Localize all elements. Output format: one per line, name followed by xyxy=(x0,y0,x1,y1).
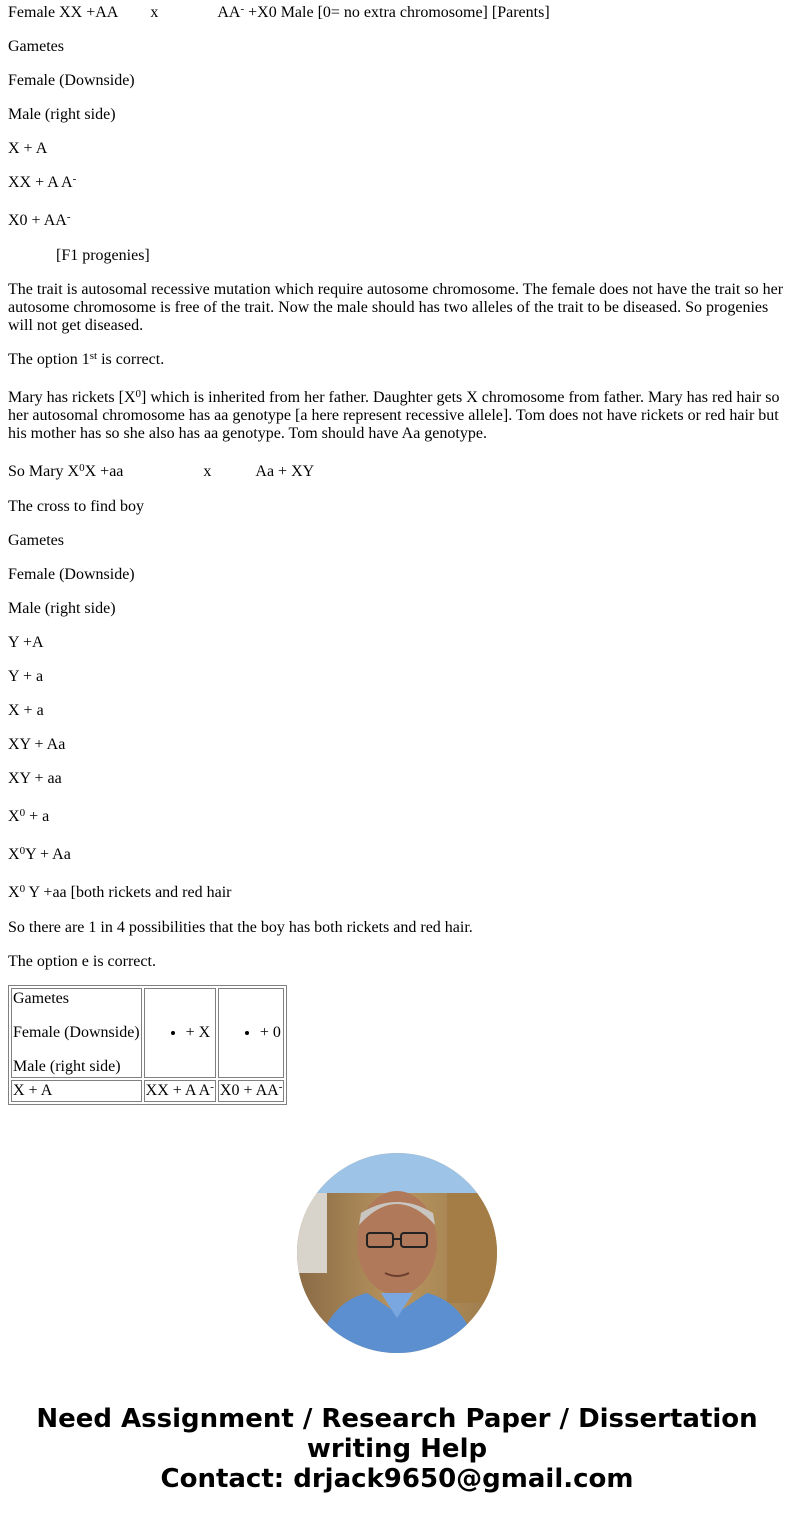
female-downside-label: Female (Downside) xyxy=(8,72,135,89)
parents-line: Female XX +AA x AA- +X0 Male [0= no extra chromosome] [Parents] xyxy=(8,3,550,21)
table-row xyxy=(11,988,284,1078)
table-cell-x0aa: X0 + AA- xyxy=(218,1080,284,1102)
conclusion-statement: So there are 1 in 4 possibilities that the boy has both rickets and red hair. xyxy=(8,919,473,936)
progeny-xyaa-big: XY + Aa xyxy=(8,736,66,753)
progeny-x0yaa-both: $X^0$ Y +aa [both rickets and red hair xyxy=(8,883,232,901)
table-row-label: X + A xyxy=(11,1080,142,1102)
female-downside-label-2: Female (Downside) xyxy=(8,566,135,583)
male-right-label: Male (right side) xyxy=(8,106,116,123)
male-right-label-2: Male (right side) xyxy=(8,600,116,617)
progeny-x0aa: X0 + AA- xyxy=(8,211,71,229)
option-e-statement: The option e is correct. xyxy=(8,953,156,970)
option-1-statement: The option 1st is correct. xyxy=(8,350,165,368)
gamete-xa: X + A xyxy=(8,140,48,157)
footer-banner xyxy=(0,1404,794,1494)
table-col-0: • + 0 xyxy=(218,988,284,1078)
table-col-x: • + X xyxy=(144,988,216,1078)
punnett-table xyxy=(8,985,287,1105)
person-photo-icon xyxy=(297,1153,497,1353)
table-header-cell: Gametes Female (Downside) Male (right side) xyxy=(11,988,142,1078)
progeny-xyaa-small: XY + aa xyxy=(8,770,62,787)
gamete-ya-small: Y + a xyxy=(8,668,44,685)
gamete-ya-big: Y +A xyxy=(8,634,44,651)
explanation-paragraph-1: The trait is autosomal recessive mutation which require autosome chromosome. The female does not have the trait so her autosome chromosome is free of the trait. Now the male should has two alleles of the trait to be diseased. So progenies will not get diseased. xyxy=(8,281,784,334)
cross-boy-label: The cross to find boy xyxy=(8,498,144,515)
mary-tom-cross: So Mary $X^0X +aa$ x Aa + XY xyxy=(8,462,315,480)
avatar xyxy=(297,1153,497,1353)
footer-contact: Contact: drjack9650@gmail.com xyxy=(160,1464,634,1494)
progeny-x0a: $X^0 + a$ xyxy=(8,807,50,825)
table-row xyxy=(11,1080,284,1102)
explanation-paragraph-2: Mary has rickets $[X^0]$ which is inherited from her father. Daughter gets X chromosome from father. Mary has red hair so her autosomal chromosome has aa genotype [a here represent recessive allele]. Tom does not have rickets or red hair but his mother has so she also has aa genotype. Tom should have Aa genotype. xyxy=(8,388,780,442)
progeny-xxaa: XX + A A- xyxy=(8,173,77,191)
f1-label: [F1 progenies] xyxy=(56,247,150,264)
footer-help-text: Need Assignment / Research Paper / Dissertation writing Help xyxy=(36,1404,758,1464)
gametes-label: Gametes xyxy=(8,38,64,55)
progeny-x0yaa: $X^0Y + Aa$ xyxy=(8,845,71,863)
table-cell-xxaa: XX + A A- xyxy=(144,1080,216,1102)
gamete-xa-small: X + a xyxy=(8,702,44,719)
gametes-label-2: Gametes xyxy=(8,532,64,549)
